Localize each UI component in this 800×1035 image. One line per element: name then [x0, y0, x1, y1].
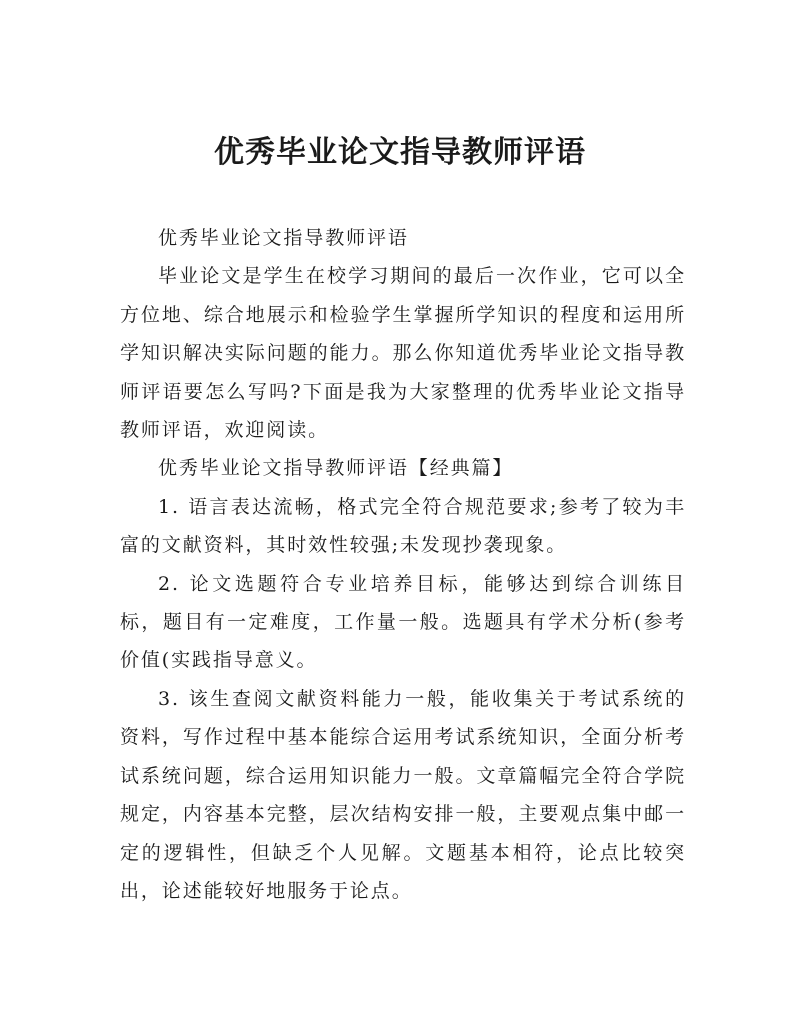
paragraph-subtitle: 优秀毕业论文指导教师评语 — [158, 227, 409, 249]
document-title: 优秀毕业论文指导教师评语 — [214, 135, 586, 170]
paragraph-comment-2: 2. 论文选题符合专业培养目标，能够达到综合训练目标，题目有一定难度，工作量一般。选题具有学术分析(参考价值(实践指导意义。 — [120, 572, 686, 672]
paragraph-intro: 毕业论文是学生在校学习期间的最后一次作业，它可以全方位地、综合地展示和检验学生掌握所学知识的程度和运用所学知识解决实际问题的能力。那么你知道优秀毕业论文指导教师评语要怎么写吗?下面是我为大家整理的优秀毕业论文指导教师评语，欢迎阅读。 — [120, 265, 686, 442]
paragraph-comment-1: 1. 语言表达流畅，格式完全符合规范要求;参考了较为丰富的文献资料，其时效性较强;未发现抄袭现象。 — [120, 495, 686, 557]
paragraph-section-heading: 优秀毕业论文指导教师评语【经典篇】 — [158, 457, 514, 480]
document-body — [120, 219, 686, 910]
paragraph-comment-3: 3. 该生查阅文献资料能力一般，能收集关于考试系统的资料，写作过程中基本能综合运用考试系统知识，全面分析考试系统问题，综合运用知识能力一般。文章篇幅完全符合学院规定，内容基本完整，层次结构安排一般，主要观点集中邮一定的逻辑性，但缺乏个人见解。文题基本相符，论点比较突出，论述能较好地服务于论点。 — [120, 687, 686, 902]
